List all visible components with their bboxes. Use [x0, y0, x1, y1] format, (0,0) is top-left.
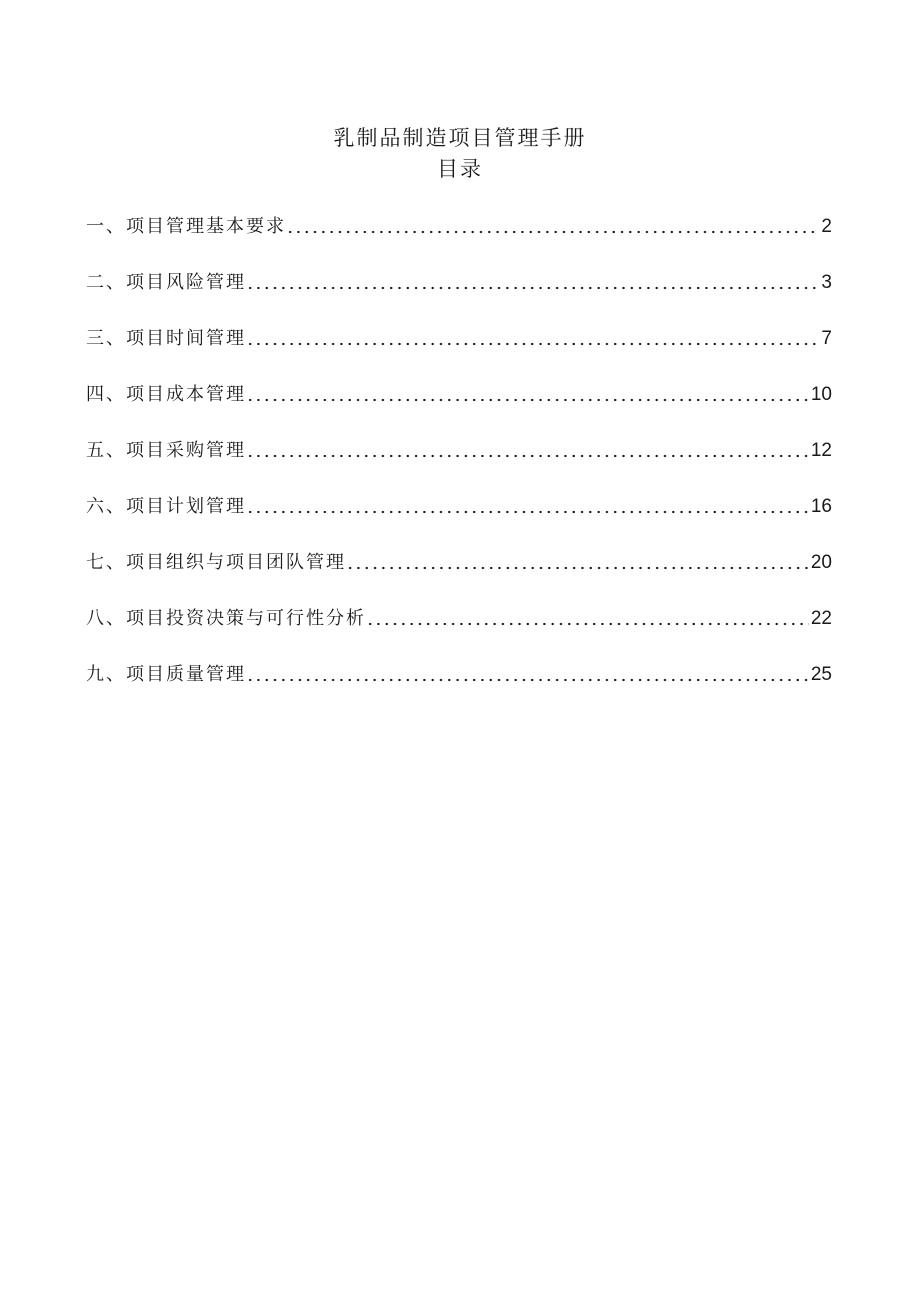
toc-page-number: 25 [810, 664, 832, 685]
toc-dot-leader [246, 326, 819, 346]
toc-entry[interactable] [86, 548, 832, 604]
toc-heading: 目录 [437, 157, 483, 181]
toc-entry-label: 八、项目投资决策与可行性分析 [86, 608, 366, 629]
toc-entry-label: 二、项目风险管理 [86, 272, 246, 293]
toc-page-number: 2 [821, 216, 832, 237]
toc-entry-label: 五、项目采购管理 [86, 440, 246, 461]
toc-page-number: 7 [821, 328, 832, 349]
toc-dot-leader [246, 438, 809, 458]
toc-page-number: 20 [810, 552, 832, 573]
toc-page-number: 16 [810, 496, 832, 517]
toc-page-number: 22 [810, 608, 832, 629]
toc-dot-leader [346, 550, 809, 570]
toc-entry[interactable] [86, 492, 832, 548]
toc-dot-leader [286, 214, 819, 234]
toc-page-number: 3 [821, 272, 832, 293]
toc-page-number: 10 [810, 384, 832, 405]
toc-entry-label: 七、项目组织与项目团队管理 [86, 552, 346, 573]
toc-entry-label: 四、项目成本管理 [86, 384, 246, 405]
toc-entry[interactable] [86, 324, 832, 380]
toc-entry-label: 一、项目管理基本要求 [86, 216, 286, 237]
toc-entry-label: 九、项目质量管理 [86, 664, 246, 685]
toc-entry[interactable] [86, 380, 832, 436]
toc-dot-leader [246, 662, 809, 682]
toc-dot-leader [366, 606, 809, 626]
toc-entry-label: 六、项目计划管理 [86, 496, 246, 517]
toc-dot-leader [246, 494, 809, 514]
toc-entry[interactable] [86, 436, 832, 492]
table-of-contents [86, 212, 832, 716]
toc-entry[interactable] [86, 604, 832, 660]
toc-page-number: 12 [810, 440, 832, 461]
toc-entry[interactable] [86, 212, 832, 268]
toc-entry[interactable] [86, 268, 832, 324]
toc-dot-leader [246, 270, 819, 290]
toc-entry[interactable] [86, 660, 832, 716]
toc-dot-leader [246, 382, 809, 402]
toc-entry-label: 三、项目时间管理 [86, 328, 246, 349]
document-title: 乳制品制造项目管理手册 [333, 126, 587, 150]
